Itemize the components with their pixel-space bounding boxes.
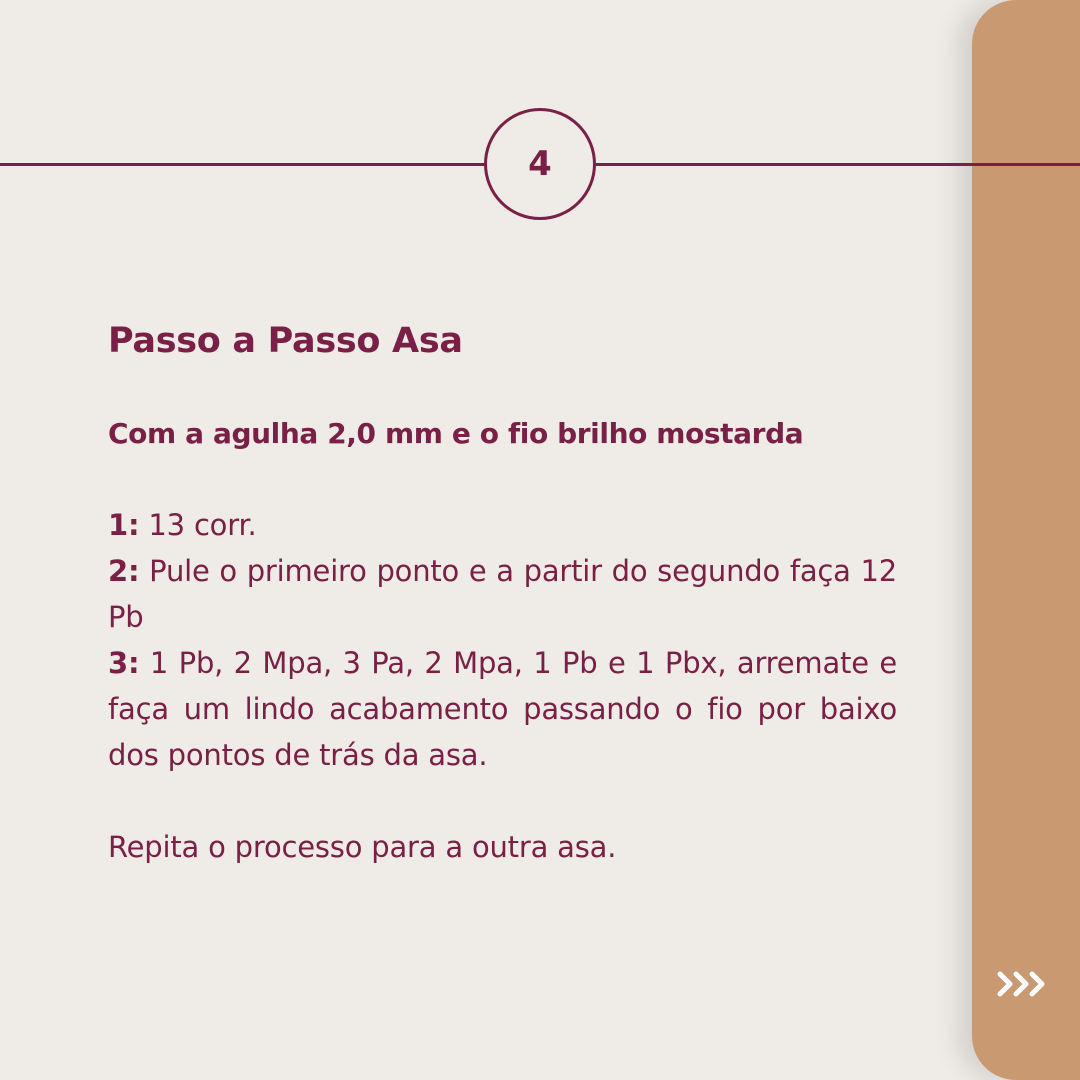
page-subtitle: Com a agulha 2,0 mm e o fio brilho mostarda bbox=[108, 417, 804, 450]
step-text: 1 Pb, 2 Mpa, 3 Pa, 2 Mpa, 1 Pb e 1 Pbx, arremate e faça um lindo acabamento passando o fio por baixo dos pontos de trás da asa. bbox=[108, 646, 897, 772]
step-item bbox=[108, 640, 897, 778]
next-arrows-icon[interactable] bbox=[996, 966, 1048, 1002]
steps-list bbox=[108, 502, 897, 778]
step-item bbox=[108, 502, 897, 548]
step-item bbox=[108, 548, 897, 640]
page-title: Passo a Passo Asa bbox=[108, 321, 463, 361]
step-text: Pule o primeiro ponto e a partir do segundo faça 12 Pb bbox=[108, 554, 897, 634]
step-number-badge bbox=[484, 108, 596, 220]
step-label: 3: bbox=[108, 646, 140, 680]
step-number: 4 bbox=[528, 144, 552, 184]
instructions-content bbox=[108, 316, 897, 899]
step-label: 2: bbox=[108, 554, 140, 588]
step-label: 1: bbox=[108, 508, 140, 542]
side-tab bbox=[972, 0, 1080, 1080]
closing-note: Repita o processo para a outra asa. bbox=[108, 830, 617, 864]
step-text: 13 corr. bbox=[148, 508, 257, 542]
